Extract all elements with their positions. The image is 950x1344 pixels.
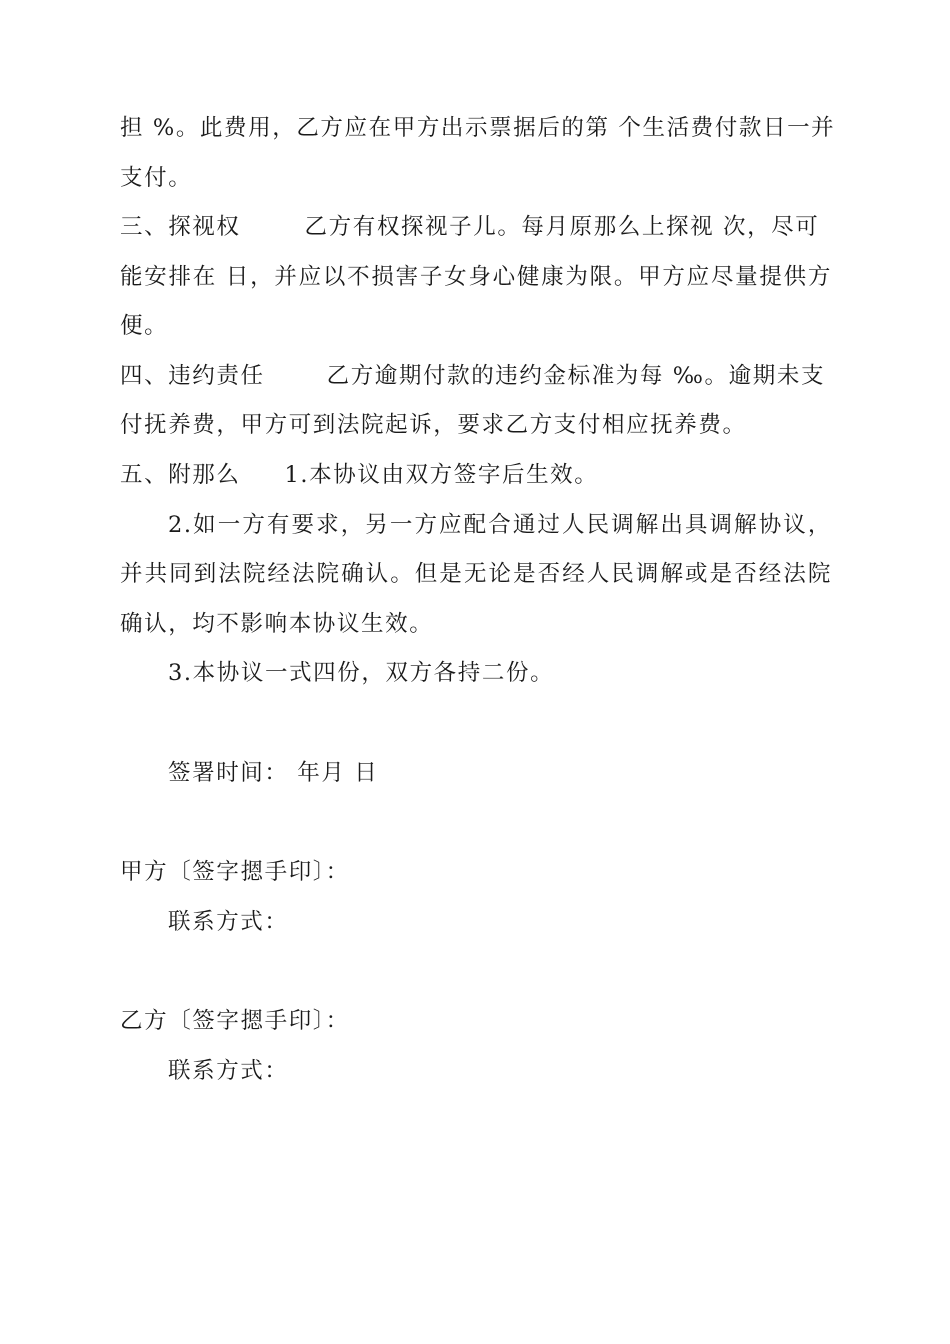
clause-item: 3.本协议一式四份，双方各持二份。 <box>168 660 555 686</box>
clause-item: 2.如一方有要求，另一方应配合通过人民调解出具调解协议， <box>168 512 832 538</box>
section-heading: 五、附那么 <box>120 462 241 488</box>
clause-item: 1.本协议由双方签字后生效。 <box>284 462 599 488</box>
party-a-contact-label: 联系方式： <box>168 909 289 935</box>
party-b-signature-label: 乙方〔签字摁手印〕： <box>120 1008 350 1034</box>
paragraph-line: 便。 <box>120 313 169 339</box>
section-breach <box>120 361 832 391</box>
paragraph-line: 确认，均不影响本协议生效。 <box>120 611 434 637</box>
paragraph-line: 付抚养费，甲方可到法院起诉，要求乙方支付相应抚养费。 <box>120 412 747 438</box>
party-a-signature-label: 甲方〔签字摁手印〕： <box>120 859 350 885</box>
signing-date: 签署时间： 年月 日 <box>168 760 379 786</box>
paragraph-line: 并共同到法院经法院确认。但是无论是否经人民调解或是否经法院 <box>120 561 832 587</box>
section-heading: 三、探视权 <box>120 214 241 240</box>
party-b-contact-label: 联系方式： <box>168 1058 289 1084</box>
section-visitation <box>120 212 832 242</box>
section-supplementary <box>120 460 832 490</box>
section-heading: 四、违约责任 <box>120 363 265 389</box>
paragraph-line: 担 %。此费用，乙方应在甲方出示票据后的第 个生活费付款日一并 <box>120 115 836 141</box>
paragraph-line: 支付。 <box>120 165 193 191</box>
paragraph-line: 乙方有权探视子儿。每月原那么上探视 次，尽可 <box>304 214 820 240</box>
paragraph-line: 能安排在 日，并应以不损害子女身心健康为限。甲方应尽量提供方 <box>120 264 832 290</box>
paragraph-line: 乙方逾期付款的违约金标准为每 ‰。逾期未支 <box>326 363 826 389</box>
